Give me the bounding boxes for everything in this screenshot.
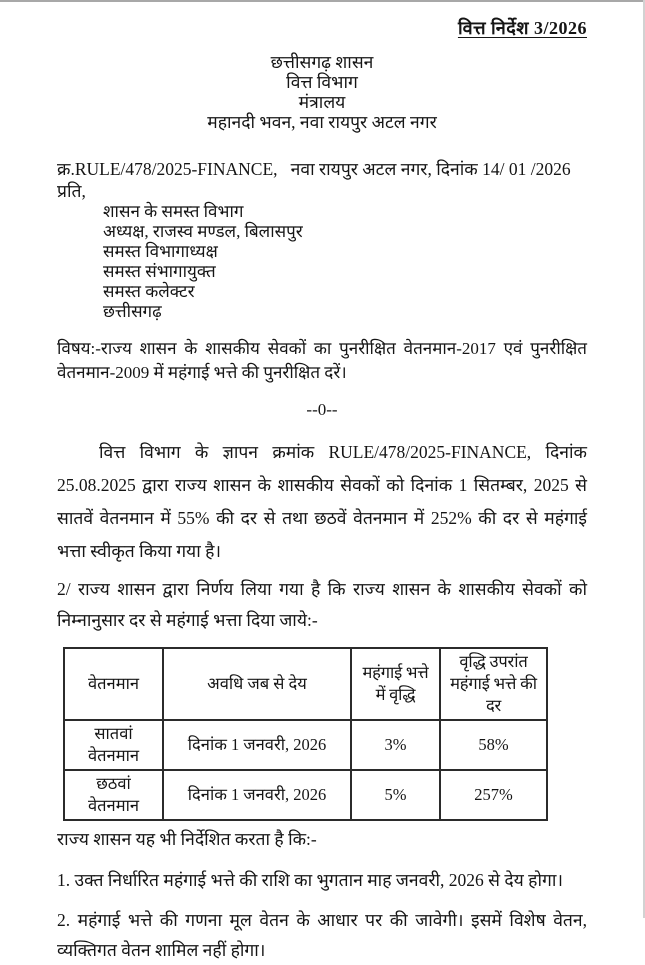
- reference-number-date-line: क्र.RULE/478/2025-FINANCE, नवा रायपुर अटल नगर, दिनांक 14/ 01 /2026: [57, 159, 571, 179]
- header-da-rate-after-increase: वृद्धि उपरांत महंगाई भत्ते की दर: [440, 648, 547, 720]
- addressee-item: समस्त संभागायुक्त: [103, 262, 216, 281]
- subject-line: विषय:-राज्य शासन के शासकीय सेवकों का पुनरीक्षित वेतनमान-2017 एवं पुनरीक्षित वेतनमान-2009 में महंगाई भत्ते की पुनरीक्षित दरें।: [57, 339, 587, 382]
- table-row-sixth-pay: [64, 770, 547, 820]
- letter-content: [57, 0, 587, 965]
- directive-point-2: 2. महंगाई भत्ते की गणना मूल वेतन के आधार पर की जावेगी। इसमें विशेष वेतन, व्यक्तिगत वेतन शामिल नहीं होगा।: [57, 910, 587, 960]
- dearness-allowance-table: [63, 647, 548, 821]
- cell-increase: 5%: [351, 770, 440, 820]
- section-separator: --0--: [306, 400, 338, 419]
- addressee-list: [57, 202, 587, 322]
- header-pay-scale: वेतनमान: [64, 648, 163, 720]
- table-row-seventh-pay: [64, 720, 547, 770]
- letterhead-address: महानदी भवन, नवा रायपुर अटल नगर: [207, 112, 437, 132]
- directive-point-1: 1. उक्त निर्धारित महंगाई भत्ते की राशि का भुगतान माह जनवरी, 2026 से देय होगा।: [57, 870, 563, 890]
- addressee-item: शासन के समस्त विभाग: [103, 202, 244, 221]
- finance-direction-number-text: वित्त निर्देश 3/2026: [457, 18, 587, 38]
- letterhead-department: वित्त विभाग: [286, 72, 358, 92]
- to-label: प्रति,: [57, 181, 86, 201]
- addressee-item: समस्त विभागाध्यक्ष: [103, 242, 218, 261]
- cell-pay-scale: सातवां वेतनमान: [64, 720, 163, 770]
- finance-direction-number: [57, 16, 587, 40]
- letterhead-ministry: मंत्रालय: [298, 92, 346, 112]
- letterhead: [57, 52, 587, 132]
- directive-intro: राज्य शासन यह भी निर्देशित करता है कि:-: [57, 829, 317, 849]
- paragraph-2: 2/ राज्य शासन द्वारा निर्णय लिया गया है कि राज्य शासन के शासकीय सेवकों को निम्नानुसार दर से महंगाई भत्ता दिया जाये:-: [57, 579, 587, 630]
- header-da-increase: महंगाई भत्ते में वृद्धि: [351, 648, 440, 720]
- cell-period: दिनांक 1 जनवरी, 2026: [163, 770, 351, 820]
- header-period-payable: अवधि जब से देय: [163, 648, 351, 720]
- table-header-row: [64, 648, 547, 720]
- cell-rate: 58%: [440, 720, 547, 770]
- addressee-item: समस्त कलेक्टर: [103, 282, 195, 301]
- cell-rate: 257%: [440, 770, 547, 820]
- letterhead-government: छत्तीसगढ़ शासन: [270, 52, 374, 72]
- paragraph-1: वित्त विभाग के ज्ञापन क्रमांक RULE/478/2025-FINANCE, दिनांक 25.08.2025 द्वारा राज्य शासन के शासकीय सेवकों को दिनांक 1 सितम्बर, 2025 से सातवें वेतनमान में 55% की दर से तथा छठवें वेतनमान में 252% की दर से महंगाई भत्ता स्वीकृत किया गया है।: [57, 442, 587, 561]
- addressee-item: अध्यक्ष, राजस्व मण्डल, बिलासपुर: [103, 222, 303, 241]
- cell-pay-scale: छठवां वेतनमान: [64, 770, 163, 820]
- addressee-item: छत्तीसगढ़: [103, 302, 162, 321]
- cell-period: दिनांक 1 जनवरी, 2026: [163, 720, 351, 770]
- cell-increase: 3%: [351, 720, 440, 770]
